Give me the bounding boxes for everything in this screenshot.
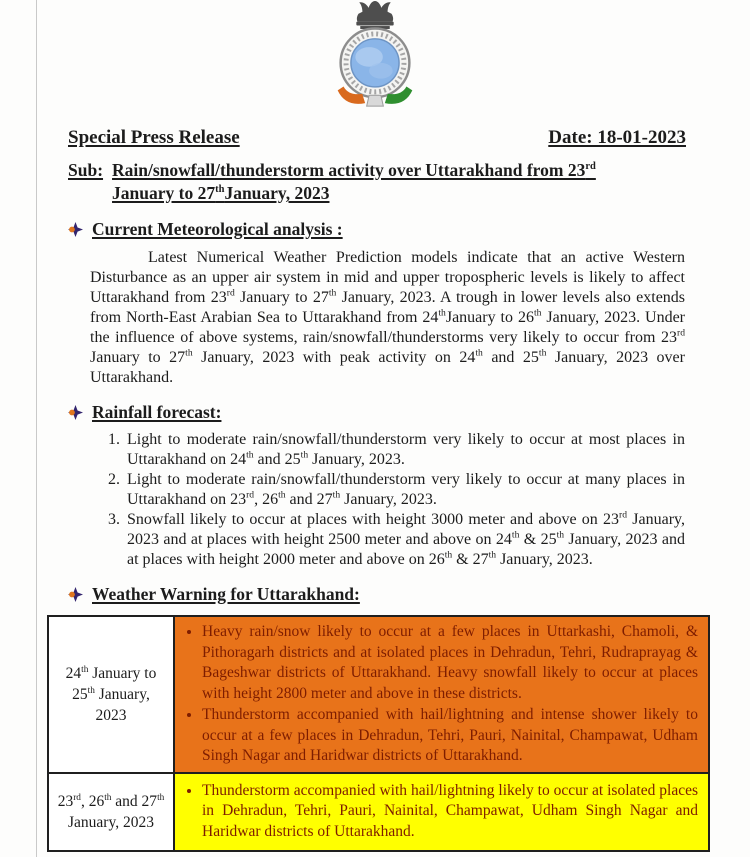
weather-warning-table xyxy=(47,615,710,852)
logo-container xyxy=(0,0,750,112)
rainfall-forecast-list xyxy=(98,430,685,570)
document-title: Special Press Release xyxy=(68,127,240,148)
warning-bullet-text: Thunderstorm accompanied with hail/lightning likely to occur at isolated places in Dehradun, Tehri, Pauri, Nainital, Champawat, Udham Singh Nagar and Haridwar districts of Uttarakhand. xyxy=(202,781,698,840)
list-item-text: Light to moderate rain/snowfall/thunderstorm very likely to occur at most places in Uttarakhand on 24th and 25th January, 2023. xyxy=(127,431,685,468)
warning-bullet xyxy=(202,781,698,843)
arrow-bullet-icon xyxy=(68,222,83,237)
subject-line xyxy=(68,159,686,205)
subject-text-line2: January to 27thJanuary, 2023 xyxy=(112,183,330,203)
warning-bullet-text: Thunderstorm accompanied with hail/lightning and intense shower likely to occur at a few places in Dehradun, Tehri, Pauri, Nainital, Champawat, Udham Singh Nagar and Haridwar districts of Uttarakhand. xyxy=(202,706,698,764)
warning-bullet-text: Heavy rain/snow likely to occur at a few places in Uttarkashi, Chamoli, & Pithoragarh districts and at isolated places in Dehradun, Tehri, Rudraprayag & Bageshwar districts of Uttarakhand. Heavy snowfall likely to occur at places with height 2800 meter and above in these districts. xyxy=(202,623,698,702)
warning-period-cell xyxy=(48,616,174,773)
warning-bullet xyxy=(202,705,698,767)
warning-period: 23rd, 26th and 27th January, 2023 xyxy=(57,792,165,831)
warning-bullet-list xyxy=(185,781,698,843)
imd-emblem-logo xyxy=(329,0,421,112)
subject-text xyxy=(112,159,596,205)
list-item-text: Snowfall likely to occur at places with height 3000 meter and above on 23rd January, 2023 and at places with height 2500 meter and above on 24th & 25th January, 2023 and at places with height 2000 meter and above on 26th & 27th January, 2023. xyxy=(127,509,686,568)
ashoka-capital-icon xyxy=(356,1,393,29)
scan-page-edge xyxy=(36,0,37,857)
section-heading-text: Weather Warning for Uttarakhand: xyxy=(92,584,360,604)
section-rainfall-forecast xyxy=(68,400,685,570)
arrow-bullet-icon xyxy=(68,587,83,602)
arrow-bullet-icon xyxy=(68,405,83,420)
list-item xyxy=(124,510,685,570)
warning-detail-cell-orange xyxy=(174,616,709,773)
warning-period: 24th January to 25th January, 2023 xyxy=(65,664,157,724)
section-heading-text: Current Meteorological analysis : xyxy=(92,219,343,239)
warning-bullet-list xyxy=(185,622,698,767)
section-heading-weather-warning xyxy=(68,582,685,607)
subject-label: Sub: xyxy=(68,160,104,180)
section-heading-text: Rainfall forecast: xyxy=(92,402,222,422)
section-met-analysis xyxy=(68,217,685,388)
section-heading-rainfall xyxy=(68,400,685,425)
met-analysis-paragraph: Latest Numerical Weather Prediction models indicate that an active Western Disturbance as an upper air system in mid and upper tropospheric levels is likely to affect Uttarakhand from 23rd January to 27th January, 2023. A trough in lower levels also extends from North-East Arabian Sea to Uttarakhand from 24thJanuary to 26th January, 2023. Under the influence of above systems, rain/snowfall/thunderstorms very likely to occur from 23rd January to 27th January, 2023 with peak activity on 24th and 25th January, 2023 over Uttarakhand. xyxy=(90,249,686,386)
warning-period-cell xyxy=(48,773,174,851)
section-weather-warning xyxy=(57,582,698,852)
section-heading-met-analysis xyxy=(68,217,685,242)
table-row xyxy=(48,773,709,851)
list-item xyxy=(124,430,685,470)
subject-text-line1: Rain/snowfall/thunderstorm activity over Uttarakhand from 23rd xyxy=(112,160,596,180)
list-item xyxy=(124,470,685,510)
warning-detail-cell-yellow xyxy=(174,773,709,851)
title-date-row xyxy=(68,126,686,149)
table-row xyxy=(48,616,709,773)
list-item-text: Light to moderate rain/snowfall/thunderstorm very likely to occur at many places in Uttarakhand on 23rd, 26th and 27th January, 2023. xyxy=(127,471,685,508)
warning-bullet xyxy=(202,622,698,704)
document-date: Date: 18-01-2023 xyxy=(548,127,686,148)
